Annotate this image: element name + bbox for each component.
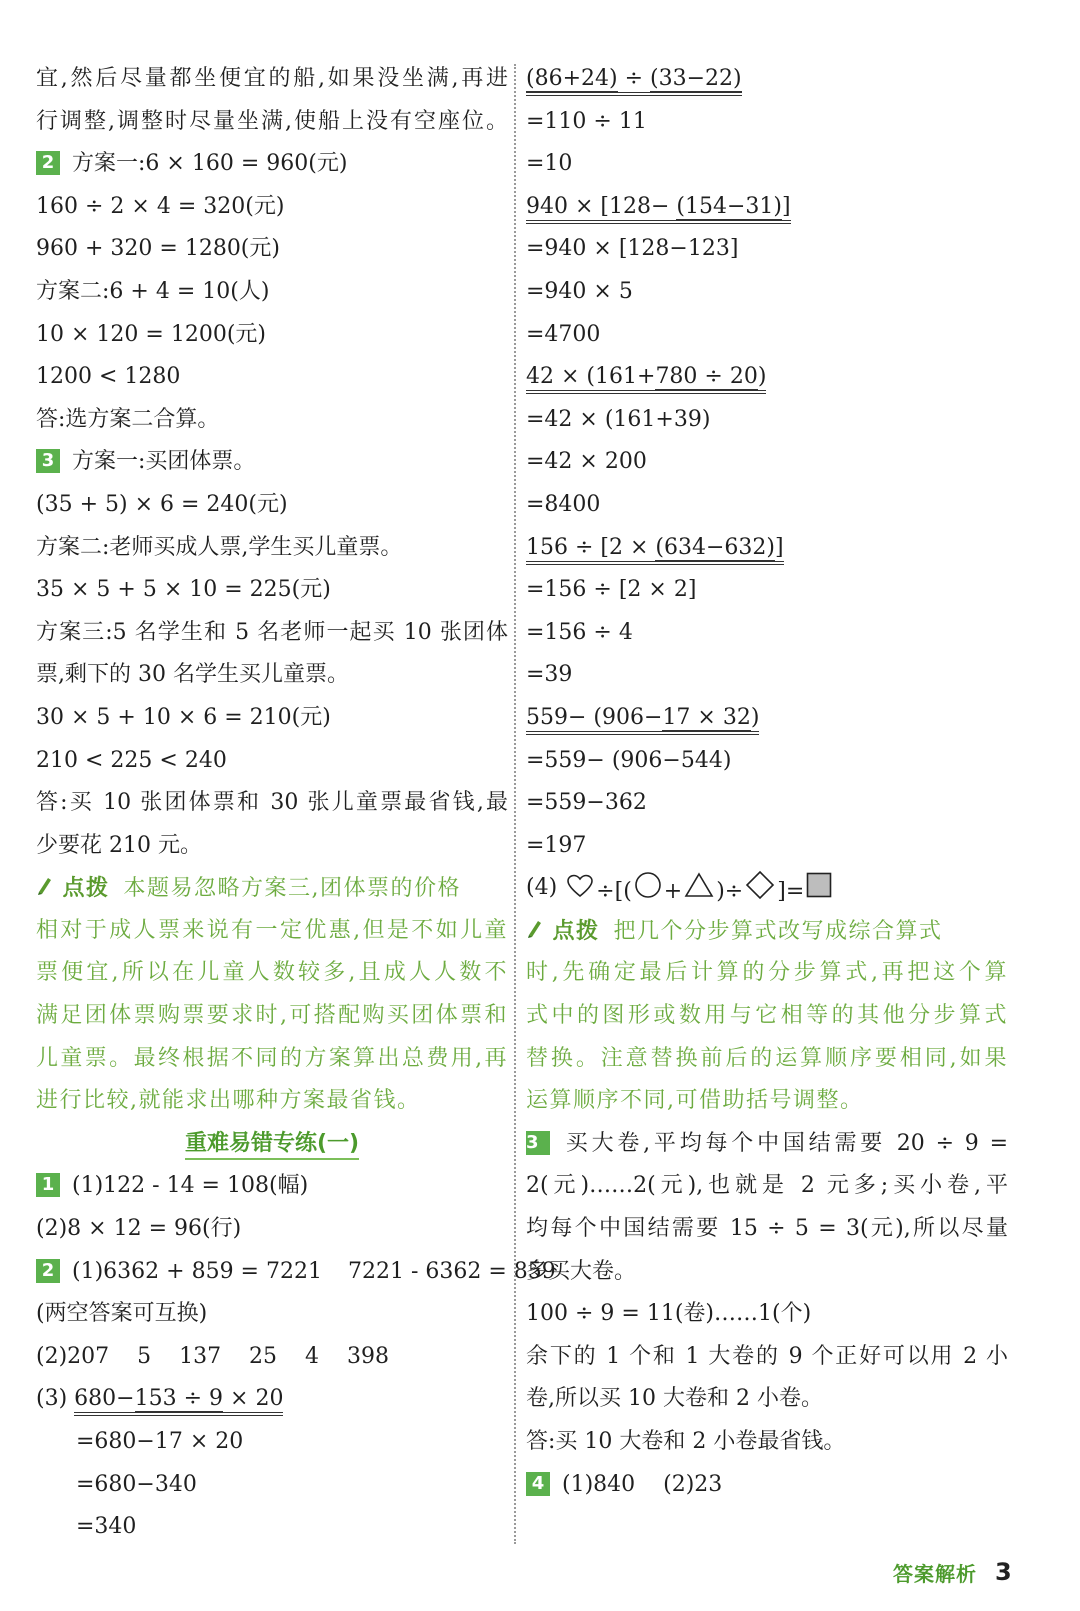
solution-line: 30 × 5 + 10 × 6 = 210(元): [36, 704, 331, 730]
expression-part: ): [757, 364, 767, 390]
step-line: =110 ÷ 11: [526, 108, 647, 134]
question-3: [36, 441, 508, 484]
solution-line: 160 ÷ 2 × 4 = 320(元): [36, 193, 285, 219]
step-line: =940 × 5: [526, 278, 633, 304]
expression-part: 940 × [128−: [526, 193, 677, 219]
expression: [526, 705, 759, 735]
question-badge: 3: [36, 449, 60, 473]
first-step: 780 ÷ 20: [655, 364, 758, 390]
solution-line: 方案三:5 名学生和 5 名老师一起买 10 张团体: [36, 619, 508, 645]
expression-part: 42 × (: [526, 364, 595, 390]
expression: [526, 535, 784, 565]
answer-line: 答:买 10 张团体票和 30 张儿童票最省钱,最: [36, 790, 508, 816]
operator: ]=: [777, 879, 805, 905]
item-prefix: (4): [526, 875, 558, 901]
step-line: =559−362: [526, 790, 647, 816]
square-icon: [804, 871, 834, 914]
step-line: =39: [526, 662, 573, 688]
expression-line: [526, 356, 1008, 399]
tip-label: 点拨: [62, 875, 110, 902]
text-line: 行调整,调整时尽量坐满,使船上没有空座位。: [36, 108, 508, 134]
page-footer: [893, 1554, 1012, 1590]
step-line: =559− (906−544): [526, 747, 732, 773]
solution-line: 方案一:买团体票。: [72, 449, 256, 475]
solution-line: 210 < 225 < 240: [36, 747, 227, 773]
step-line: =10: [526, 151, 573, 177]
question-3-right: [526, 1123, 1008, 1166]
solution-line: 7221 - 6362 = 859: [347, 1258, 556, 1284]
tip-text: 儿童票。最终根据不同的方案算出总费用,再: [36, 1045, 508, 1071]
step-line: =42 × 200: [526, 449, 647, 475]
circle-icon: [632, 871, 664, 915]
expression-part: × 20: [223, 1386, 284, 1412]
step: (33−22): [650, 66, 742, 91]
triangle-icon: [682, 871, 716, 914]
question-badge: 1: [36, 1173, 60, 1197]
question-badge: 3: [526, 1131, 550, 1155]
question-badge: 2: [36, 151, 60, 175]
note-line: (两空答案可互换): [36, 1301, 208, 1327]
step-line: =680−17 × 20: [76, 1429, 244, 1454]
expression: [74, 1386, 283, 1416]
tip-text: 时,先确定最后计算的分步算式,再把这个算: [526, 960, 1008, 986]
tip-text: 替换。注意替换前后的运算顺序要相同,如果: [526, 1045, 1008, 1071]
solution-line: 卷,所以买 10 大卷和 2 小卷。: [526, 1386, 823, 1412]
step-line: =156 ÷ 4: [526, 619, 633, 645]
solution-line: 35 × 5 + 5 × 10 = 225(元): [36, 577, 331, 603]
expression: [526, 66, 742, 96]
footer-label: 答案解析: [893, 1561, 977, 1586]
first-step: 153 ÷ 9: [134, 1386, 224, 1412]
solution-line: (1)6362 + 859 = 7221: [72, 1258, 322, 1284]
expression: [526, 194, 791, 224]
diamond-icon: [743, 870, 777, 916]
answer-line: 少要花 210 元。: [36, 832, 202, 858]
operator: ÷[(: [596, 879, 632, 905]
right-column: [526, 58, 1008, 1506]
solution-line: 多买大卷。: [526, 1258, 637, 1284]
first-step: (154−31): [676, 193, 783, 219]
expression-line: [526, 58, 1008, 101]
solution-line: (2)8 × 12 = 96(行): [36, 1216, 242, 1242]
tip-block: [36, 867, 508, 910]
exercise-1: [36, 1165, 508, 1208]
tip-text: 票便宜,所以在儿童人数较多,且成人人数不: [36, 960, 508, 986]
expression-part: ]: [782, 193, 791, 219]
solution-line: 余下的 1 个和 1 大卷的 9 个正好可以用 2 小: [526, 1343, 1008, 1369]
solution-line: 2(元)……2(元),也就是 2 元多;买小卷,平: [526, 1173, 1008, 1199]
solution-line: (2)207 5 137 25 4 398: [36, 1343, 389, 1369]
shape-formula: [526, 867, 1008, 910]
solution-line: 方案二:6 + 4 = 10(人): [36, 278, 270, 304]
operator: +: [663, 879, 683, 905]
first-step: (634−632): [655, 534, 776, 560]
expression-line: [36, 1378, 508, 1421]
section-title-text: 重难易错专练(一): [185, 1131, 359, 1160]
solution-line: 960 + 320 = 1280(元): [36, 236, 280, 262]
expression-part: 680−: [74, 1386, 135, 1412]
tip-block: [526, 910, 1008, 953]
operator: ÷: [617, 66, 651, 91]
tip-text: 把几个分步算式改写成综合算式: [613, 918, 943, 944]
expression: [526, 364, 766, 394]
step-line: =197: [526, 832, 587, 858]
operator: )÷: [716, 879, 744, 905]
tip-text: 满足团体票购票要求时,可搭配购买团体票和: [36, 1003, 508, 1029]
text-line: 宜,然后尽量都坐便宜的船,如果没坐满,再进: [36, 66, 508, 91]
solution-line: 100 ÷ 9 = 11(卷)……1(个): [526, 1301, 812, 1327]
expression-line: [526, 527, 1008, 570]
pencil-tip-icon: [526, 919, 553, 944]
solution-line: 买大卷,平均每个中国结需要 20 ÷ 9 =: [562, 1130, 1008, 1156]
solution-line: 1200 < 1280: [36, 364, 181, 390]
expression-line: [526, 186, 1008, 229]
expression-part: 559− (906−: [526, 704, 663, 730]
expression-part: 161+: [595, 364, 656, 390]
step-line: =340: [76, 1514, 137, 1540]
item-prefix: (3): [36, 1386, 68, 1412]
solution-line: (1)840 (2)23: [562, 1471, 723, 1497]
expression-part: ]: [775, 534, 784, 560]
first-step: 17 × 32: [662, 704, 751, 730]
step-line: =680−340: [76, 1471, 197, 1497]
expression-line: [526, 697, 1008, 740]
page-number: 3: [995, 1558, 1012, 1586]
section-title: [36, 1123, 508, 1166]
question-4-right: [526, 1464, 1008, 1507]
question-badge: 4: [526, 1472, 550, 1496]
solution-line: 方案二:老师买成人票,学生买儿童票。: [36, 534, 403, 560]
step-line: =156 ÷ [2 × 2]: [526, 577, 697, 603]
column-divider: [514, 64, 516, 1544]
step-line: =940 × [128−123]: [526, 236, 739, 262]
solution-line: (35 + 5) × 6 = 240(元): [36, 491, 288, 517]
solution-line: 方案一:6 × 160 = 960(元): [72, 151, 348, 177]
step-line: =42 × (161+39): [526, 406, 711, 432]
solution-line: 票,剩下的 30 名学生买儿童票。: [36, 662, 349, 688]
tip-text: 相对于成人票来说有一定优惠,但是不如儿童: [36, 917, 508, 943]
step-line: =8400: [526, 491, 601, 517]
answer-line: 答:选方案二合算。: [36, 406, 220, 432]
shape-expression: [564, 870, 834, 916]
tip-text: 本题易忽略方案三,团体票的价格: [123, 876, 462, 902]
solution-line: (1)122 - 14 = 108(幅): [72, 1173, 309, 1199]
step: (86+24): [526, 66, 618, 91]
solution-line: 10 × 120 = 1200(元): [36, 321, 266, 347]
heart-icon: [564, 871, 596, 914]
solution-line: 均每个中国结需要 15 ÷ 5 = 3(元),所以尽量: [526, 1216, 1008, 1242]
expression-part: ): [750, 704, 760, 730]
question-2: [36, 143, 508, 186]
answer-line: 答:买 10 大卷和 2 小卷最省钱。: [526, 1429, 846, 1454]
expression-part: 156 ÷ [2 ×: [526, 534, 656, 560]
left-column: [36, 58, 556, 1549]
exercise-2: [36, 1251, 556, 1294]
tip-text: 式中的图形或数用与它相等的其他分步算式: [526, 1003, 1008, 1029]
pencil-tip-icon: [36, 876, 63, 901]
tip-text: 运算顺序不同,可借助括号调整。: [526, 1088, 864, 1114]
tip-text: 进行比较,就能求出哪种方案最省钱。: [36, 1088, 421, 1114]
tip-label: 点拨: [552, 917, 600, 944]
step-line: =4700: [526, 321, 601, 347]
question-badge: 2: [36, 1259, 60, 1283]
